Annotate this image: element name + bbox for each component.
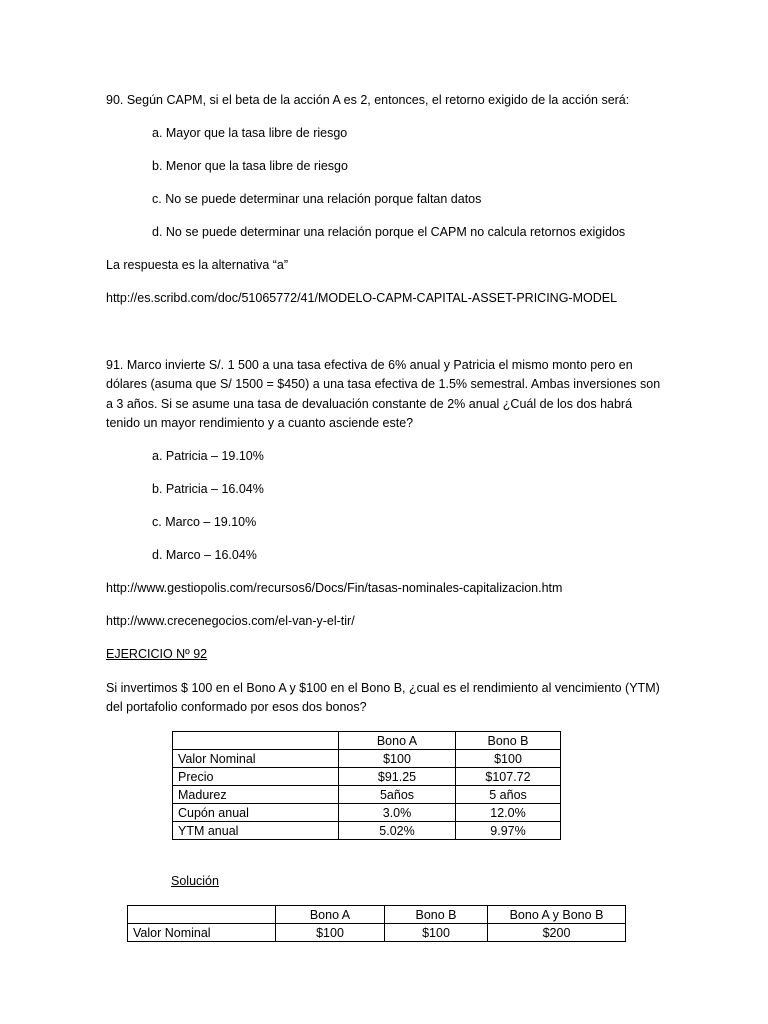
- table-cell: 3.0%: [339, 804, 456, 822]
- solution-label: Solución: [171, 874, 219, 888]
- table-cell: Madurez: [173, 786, 339, 804]
- table-header-cell: Bono A y Bono B: [488, 906, 626, 924]
- q90-option-b: b. Menor que la tasa libre de riesgo: [152, 159, 348, 173]
- table-cell: $100: [276, 924, 385, 942]
- q91-question: 91. Marco invierte S/. 1 500 a una tasa efectiva de 6% anual y Patricia el mismo monto pero en dólares (asuma que S/ 1500 = $450) a una tasa efectiva de 1.5% semestral. Ambas inversiones son a 3 años. Si se asume una tasa de devaluación constante de 2% anual ¿Cuál de los dos habrá tenido un mayor rendimiento y a cuanto asciende este?: [106, 358, 661, 430]
- q91-option-d: d. Marco – 16.04%: [152, 548, 257, 562]
- table-cell: $100: [339, 750, 456, 768]
- q91-reference-link-1[interactable]: http://www.gestiopolis.com/recursos6/Docs/Fin/tasas-nominales-capitalizacion.htm: [106, 581, 563, 595]
- table-row: [173, 822, 561, 840]
- table-header-row: [173, 732, 561, 750]
- table-row: [173, 768, 561, 786]
- table-cell: 5 años: [456, 786, 561, 804]
- solution-table: [127, 905, 626, 942]
- table-header-row: [128, 906, 626, 924]
- table-cell: 9.97%: [456, 822, 561, 840]
- table-cell: YTM anual: [173, 822, 339, 840]
- q92-question: Si invertimos $ 100 en el Bono A y $100 en el Bono B, ¿cual es el rendimiento al vencimiento (YTM) del portafolio conformado por esos dos bonos?: [106, 681, 660, 715]
- table-cell: 12.0%: [456, 804, 561, 822]
- q92-heading: EJERCICIO Nº 92: [106, 647, 208, 661]
- table-cell: $200: [488, 924, 626, 942]
- table-row: [128, 924, 626, 942]
- q90-reference-link[interactable]: http://es.scribd.com/doc/51065772/41/MODELO-CAPM-CAPITAL-ASSET-PRICING-MODEL: [106, 291, 618, 305]
- table-cell: $100: [385, 924, 488, 942]
- q91-option-c: c. Marco – 19.10%: [152, 515, 257, 529]
- bond-table: [172, 731, 561, 840]
- table-cell: $100: [456, 750, 561, 768]
- q91-option-a: a. Patricia – 19.10%: [152, 449, 264, 463]
- table-header-cell: [173, 732, 339, 750]
- q90-option-d: d. No se puede determinar una relación porque el CAPM no calcula retornos exigidos: [152, 225, 626, 239]
- q91-option-b: b. Patricia – 16.04%: [152, 482, 264, 496]
- table-row: [173, 750, 561, 768]
- table-cell: $107.72: [456, 768, 561, 786]
- table-cell: $91.25: [339, 768, 456, 786]
- q90-answer: La respuesta es la alternativa “a”: [106, 258, 289, 272]
- table-cell: 5.02%: [339, 822, 456, 840]
- q90-question: 90. Según CAPM, si el beta de la acción A es 2, entonces, el retorno exigido de la acción será:: [106, 93, 630, 107]
- table-header-cell: Bono A: [339, 732, 456, 750]
- table-row: [173, 786, 561, 804]
- table-header-cell: Bono B: [385, 906, 488, 924]
- q90-option-a: a. Mayor que la tasa libre de riesgo: [152, 126, 348, 140]
- table-cell: Precio: [173, 768, 339, 786]
- table-cell: 5años: [339, 786, 456, 804]
- q91-reference-link-2[interactable]: http://www.crecenegocios.com/el-van-y-el-tir/: [106, 614, 355, 628]
- table-cell: Valor Nominal: [128, 924, 276, 942]
- table-row: [173, 804, 561, 822]
- table-cell: Cupón anual: [173, 804, 339, 822]
- table-header-cell: [128, 906, 276, 924]
- q90-option-c: c. No se puede determinar una relación porque faltan datos: [152, 192, 482, 206]
- table-header-cell: Bono B: [456, 732, 561, 750]
- table-cell: Valor Nominal: [173, 750, 339, 768]
- table-header-cell: Bono A: [276, 906, 385, 924]
